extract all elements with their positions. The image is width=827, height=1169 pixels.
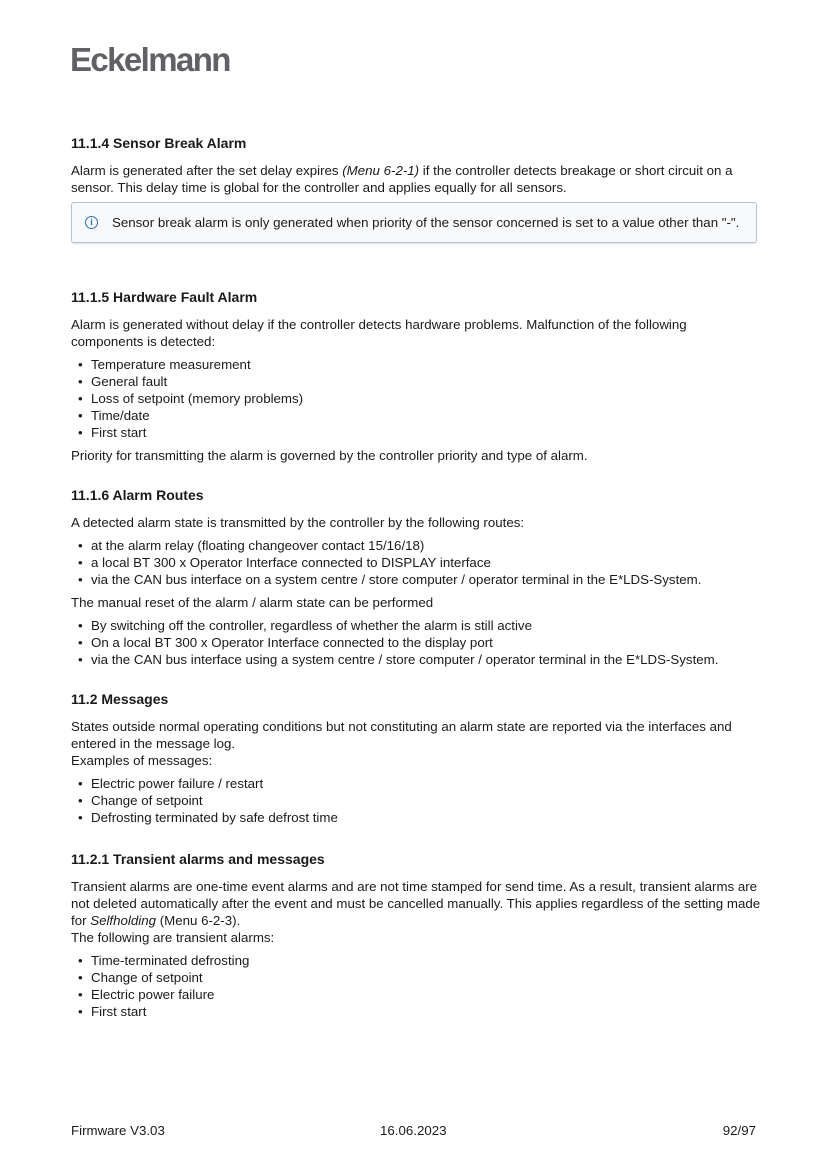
paragraph: Alarm is generated without delay if the controller detects hardware problems. Malfunction of the following components is detected: xyxy=(71,317,687,349)
text: if the controller detects breakage or short circuit on a sensor. This delay time is global for the controller and applies equally for all sensors. xyxy=(71,163,733,195)
section-heading: 11.2.1 Transient alarms and messages xyxy=(71,851,325,867)
list-item: • Time-terminated defrosting xyxy=(91,952,761,969)
bullet-list xyxy=(71,356,761,441)
text: (Menu 6-2-3). xyxy=(156,913,241,928)
text: Alarm is generated after the set delay expires xyxy=(71,163,343,178)
paragraph: The following are transient alarms: xyxy=(71,930,275,945)
paragraph: Examples of messages: xyxy=(71,753,213,768)
text: Transient alarms are one-time event alarms and are not time stamped for send time. As a result, transient alarms are not deleted automatically after the event and must be cancelled manually. This applies regardless of the setting made for xyxy=(71,879,761,928)
list-item: • Change of setpoint xyxy=(91,792,761,809)
footer-page-number: 92/97 xyxy=(722,1123,756,1138)
menu-reference: (Menu 6-2-1) xyxy=(342,163,420,178)
list-item: • via the CAN bus interface using a system centre / store computer / operator terminal in the E*LDS-System. xyxy=(91,651,761,668)
section-heading: 11.1.5 Hardware Fault Alarm xyxy=(71,289,258,305)
section-hardware-fault-alarm xyxy=(71,288,761,464)
list-item: • Change of setpoint xyxy=(91,969,761,986)
list-item: • Temperature measurement xyxy=(91,356,761,373)
list-item: • Defrosting terminated by safe defrost time xyxy=(91,809,761,826)
paragraph xyxy=(71,162,761,196)
footer-firmware: Firmware V3.03 xyxy=(71,1123,165,1138)
bullet-list xyxy=(71,617,761,668)
list-item: • First start xyxy=(91,1003,761,1020)
list-item: • at the alarm relay (floating changeover contact 15/16/18) xyxy=(91,537,761,554)
paragraph: The manual reset of the alarm / alarm state can be performed xyxy=(71,595,434,610)
paragraph: Priority for transmitting the alarm is governed by the controller priority and type of alarm. xyxy=(71,448,588,463)
section-heading: 11.2 Messages xyxy=(71,691,169,707)
section-heading: 11.1.6 Alarm Routes xyxy=(71,487,204,503)
list-item: • On a local BT 300 x Operator Interface connected to the display port xyxy=(91,634,761,651)
paragraph: A detected alarm state is transmitted by the controller by the following routes: xyxy=(71,515,525,530)
footer-date: 16.06.2023 xyxy=(380,1123,447,1138)
bullet-list xyxy=(71,775,761,826)
list-item: • Electric power failure / restart xyxy=(91,775,761,792)
info-icon: i xyxy=(85,216,98,229)
bullet-list xyxy=(71,537,761,588)
setting-name: Selfholding xyxy=(90,913,157,928)
paragraph: States outside normal operating conditions but not constituting an alarm state are reported via the interfaces and entered in the message log. xyxy=(71,719,732,751)
list-item: • via the CAN bus interface on a system centre / store computer / operator terminal in the E*LDS-System. xyxy=(91,571,761,588)
paragraph xyxy=(71,878,761,929)
list-item: • By switching off the controller, regardless of whether the alarm is still active xyxy=(91,617,761,634)
list-item: • Time/date xyxy=(91,407,761,424)
section-heading: 11.1.4 Sensor Break Alarm xyxy=(71,135,247,151)
eckelmann-logo: Eckelmann xyxy=(70,41,230,78)
info-note xyxy=(71,202,757,243)
section-sensor-break-alarm xyxy=(71,134,761,243)
list-item: • a local BT 300 x Operator Interface connected to DISPLAY interface xyxy=(91,554,761,571)
list-item: • Electric power failure xyxy=(91,986,761,1003)
section-transient-alarms xyxy=(71,850,761,1026)
section-messages xyxy=(71,690,761,832)
list-item: • Loss of setpoint (memory problems) xyxy=(91,390,761,407)
section-alarm-routes xyxy=(71,486,761,674)
list-item: • First start xyxy=(91,424,761,441)
bullet-list xyxy=(71,952,761,1020)
list-item: • General fault xyxy=(91,373,761,390)
note-text: Sensor break alarm is only generated when priority of the sensor concerned is set to a value other than "-". xyxy=(112,215,740,230)
